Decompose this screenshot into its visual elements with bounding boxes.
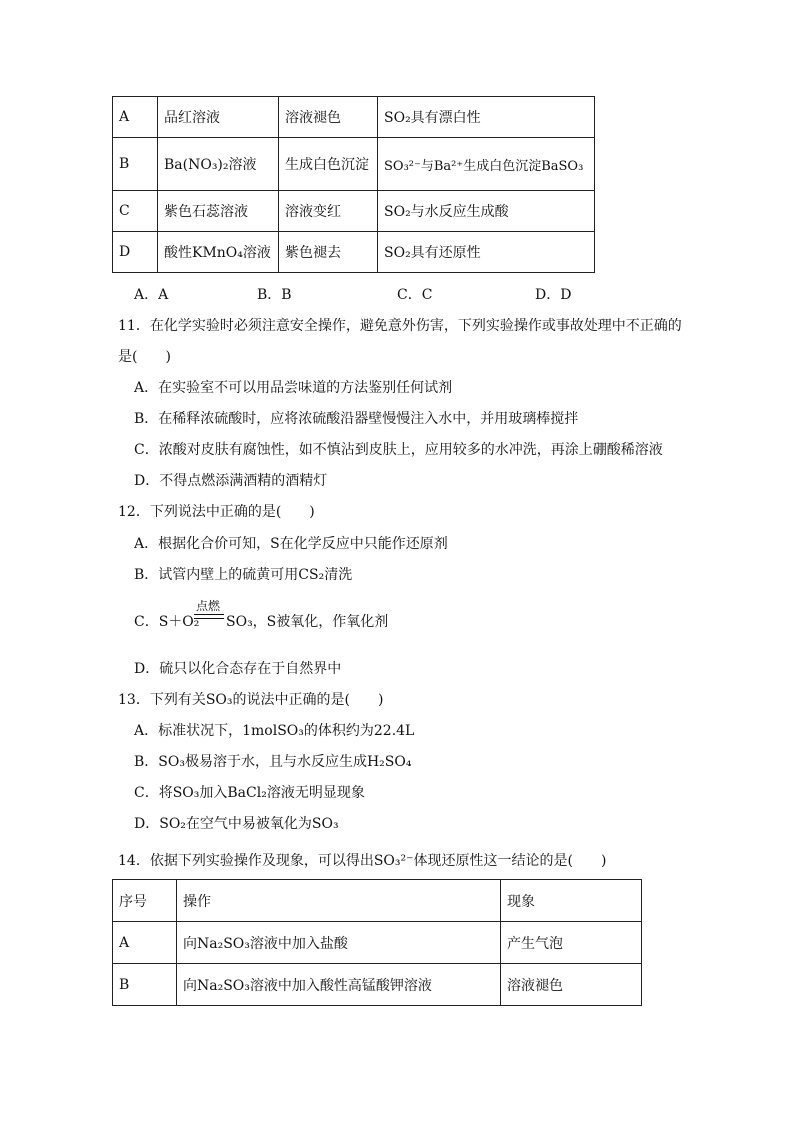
reagent-cell: Ba(NO₃)₂溶液 bbox=[158, 138, 279, 191]
option-c-suffix: SO₃，S被氧化，作氧化剂 bbox=[226, 614, 389, 630]
table-row bbox=[113, 964, 642, 1006]
header-operation: 操作 bbox=[177, 880, 501, 922]
table-row bbox=[113, 191, 595, 232]
q13-option-b[interactable]: B．SO₃极易溶于水，且与水反应生成H₂SO₄ bbox=[134, 754, 412, 770]
row-label: C bbox=[113, 191, 158, 232]
header-phenomenon: 现象 bbox=[501, 880, 642, 922]
option-a[interactable]: A．A bbox=[134, 287, 169, 303]
q12-option-b[interactable]: B．试管内壁上的硫黄可用CS₂清洗 bbox=[134, 567, 353, 583]
equals-sign-icon bbox=[194, 614, 224, 619]
phenomenon-cell: 溶液变红 bbox=[279, 191, 378, 232]
q11-option-d[interactable]: D．不得点燃添满酒精的酒精灯 bbox=[134, 473, 328, 489]
q11-stem-line2: 是( ) bbox=[118, 349, 171, 365]
phenomenon-cell: 溶液褪色 bbox=[279, 97, 378, 138]
phenomenon-cell: 生成白色沉淀 bbox=[279, 138, 378, 191]
reaction-condition: 点燃 bbox=[196, 599, 221, 613]
q12-option-d[interactable]: D．硫只以化合态存在于自然界中 bbox=[134, 661, 342, 677]
phenomenon-cell: 产生气泡 bbox=[501, 922, 642, 964]
q14-stem: 14．依据下列实验操作及现象，可以得出SO₃²⁻体现还原性这一结论的是( ) bbox=[118, 853, 607, 869]
conclusion-cell: SO₂与水反应生成酸 bbox=[378, 191, 595, 232]
q13-stem: 13．下列有关SO₃的说法中正确的是( ) bbox=[118, 692, 384, 708]
row-label: B bbox=[113, 964, 177, 1006]
row-label: D bbox=[113, 232, 158, 273]
option-c-prefix: C．S＋O₂ bbox=[134, 614, 200, 630]
phenomenon-cell: 紫色褪去 bbox=[279, 232, 378, 273]
conclusion-cell: SO₃²⁻与Ba²⁺生成白色沉淀BaSO₃ bbox=[378, 138, 595, 191]
table-row bbox=[113, 922, 642, 964]
option-b[interactable]: B．B bbox=[257, 287, 292, 303]
q13-option-a[interactable]: A．标准状况下，1molSO₃的体积约为22.4L bbox=[134, 723, 415, 739]
conclusion-cell: SO₂具有漂白性 bbox=[378, 97, 595, 138]
q11-stem-line1: 11．在化学实验时必须注意安全操作，避免意外伤害，下列实验操作或事故处理中不正确的 bbox=[118, 318, 682, 334]
reagent-cell: 酸性KMnO₄溶液 bbox=[158, 232, 279, 273]
q10-table bbox=[112, 96, 595, 273]
operation-cell: 向Na₂SO₃溶液中加入酸性高锰酸钾溶液 bbox=[177, 964, 501, 1006]
phenomenon-cell: 溶液褪色 bbox=[501, 964, 642, 1006]
table-row bbox=[113, 97, 595, 138]
q13-option-c[interactable]: C．将SO₃加入BaCl₂溶液无明显现象 bbox=[134, 785, 365, 801]
table-header-row bbox=[113, 880, 642, 922]
row-label: B bbox=[113, 138, 158, 191]
q11-option-b[interactable]: B．在稀释浓硫酸时，应将浓硫酸沿器壁慢慢注入水中，并用玻璃棒搅拌 bbox=[134, 411, 579, 427]
reagent-cell: 紫色石蕊溶液 bbox=[158, 191, 279, 232]
reagent-cell: 品红溶液 bbox=[158, 97, 279, 138]
header-index: 序号 bbox=[113, 880, 177, 922]
option-d[interactable]: D．D bbox=[535, 287, 572, 303]
q11-option-c[interactable]: C．浓酸对皮肤有腐蚀性，如不慎沾到皮肤上，应用较多的水冲洗，再涂上硼酸稀溶液 bbox=[134, 442, 663, 458]
table-row bbox=[113, 232, 595, 273]
q14-table bbox=[112, 879, 642, 1006]
table-row bbox=[113, 138, 595, 191]
option-c[interactable]: C．C bbox=[397, 287, 433, 303]
row-label: A bbox=[113, 922, 177, 964]
q13-option-d[interactable]: D．SO₂在空气中易被氧化为SO₃ bbox=[134, 816, 339, 832]
q12-option-a[interactable]: A．根据化合价可知，S在化学反应中只能作还原剂 bbox=[134, 536, 448, 552]
row-label: A bbox=[113, 97, 158, 138]
q11-option-a[interactable]: A．在实验室不可以用品尝味道的方法鉴别任何试剂 bbox=[134, 380, 453, 396]
conclusion-cell: SO₂具有还原性 bbox=[378, 232, 595, 273]
q12-stem: 12．下列说法中正确的是( ) bbox=[118, 504, 315, 520]
operation-cell: 向Na₂SO₃溶液中加入盐酸 bbox=[177, 922, 501, 964]
